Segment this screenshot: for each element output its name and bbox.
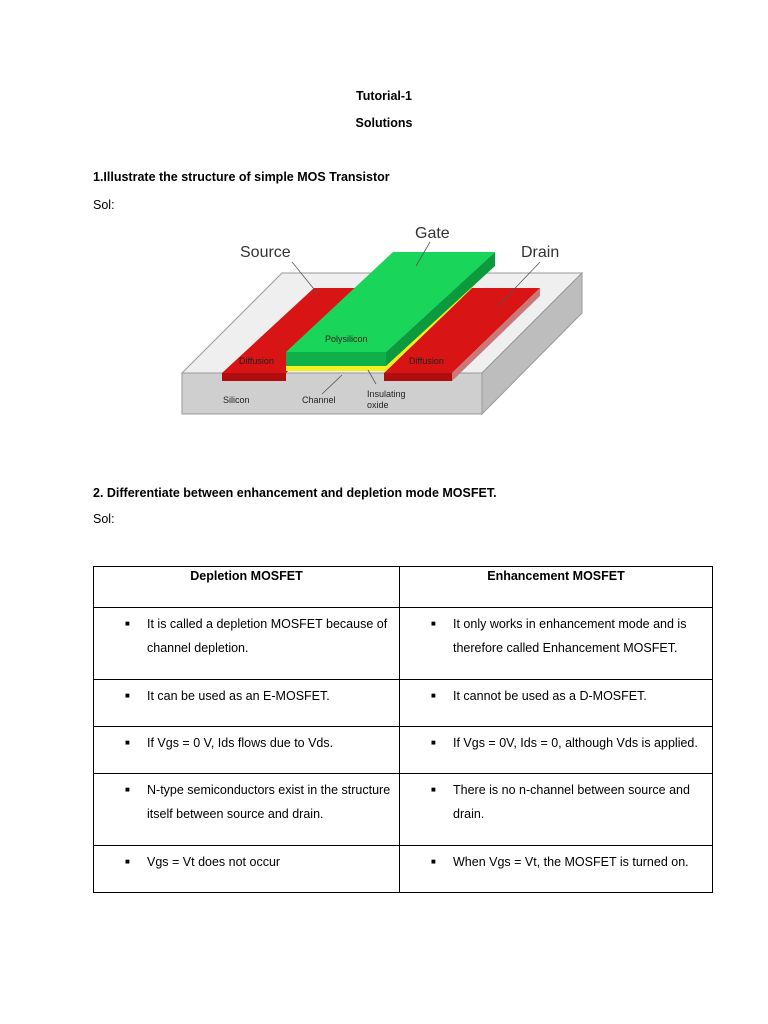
cell-text: N-type semiconductors exist in the structure itself between source and drain.	[147, 783, 391, 821]
bullet-icon: ■	[125, 738, 130, 747]
table-row	[94, 846, 713, 893]
table-cell	[94, 680, 400, 727]
oxide-label-line1: Insulating	[367, 389, 406, 399]
table-header-row	[94, 567, 713, 608]
table-cell	[94, 774, 400, 846]
diffusion-right-label: Diffusion	[409, 356, 444, 366]
cell-text: When Vgs = Vt, the MOSFET is turned on.	[453, 855, 689, 869]
drain-diffusion-front	[384, 373, 452, 381]
bullet-icon: ■	[431, 738, 436, 747]
table-row	[94, 727, 713, 774]
bullet-icon: ■	[125, 857, 130, 866]
drain-label: Drain	[521, 244, 560, 261]
table-row	[94, 774, 713, 846]
source-label: Source	[240, 244, 291, 261]
table-cell	[94, 727, 400, 774]
cell-text: If Vgs = 0 V, Ids flows due to Vds.	[147, 736, 334, 750]
table-row	[94, 680, 713, 727]
source-diffusion-front	[222, 373, 286, 381]
question-1-sol-label: Sol:	[93, 198, 115, 212]
cell-text: It is called a depletion MOSFET because of channel depletion.	[147, 617, 388, 655]
table-cell	[94, 846, 400, 893]
question-2: 2. Differentiate between enhancement and depletion mode MOSFET.	[93, 486, 497, 500]
gate-front	[286, 352, 386, 366]
cell-text: It only works in enhancement mode and is therefore called Enhancement MOSFET.	[453, 617, 687, 655]
table-cell	[400, 774, 713, 846]
table-row	[94, 608, 713, 680]
gate-label: Gate	[415, 225, 450, 242]
bullet-icon: ■	[125, 691, 130, 700]
header-enhancement: Enhancement MOSFET	[400, 567, 713, 608]
cell-text: Vgs = Vt does not occur	[147, 855, 281, 869]
table-cell	[400, 608, 713, 680]
bullet-icon: ■	[125, 619, 130, 628]
oxide-label-line2: oxide	[367, 400, 389, 410]
bullet-icon: ■	[431, 785, 436, 794]
comparison-table	[93, 566, 713, 893]
question-2-sol-label: Sol:	[93, 512, 115, 526]
header-depletion: Depletion MOSFET	[94, 567, 400, 608]
table-cell	[94, 608, 400, 680]
silicon-label: Silicon	[223, 395, 250, 405]
bullet-icon: ■	[125, 785, 130, 794]
cell-text: It cannot be used as a D-MOSFET.	[453, 689, 647, 703]
cell-text: It can be used as an E-MOSFET.	[147, 689, 330, 703]
question-1: 1.Illustrate the structure of simple MOS Transistor	[93, 170, 390, 184]
oxide-layer-front	[286, 366, 386, 371]
table-cell	[400, 680, 713, 727]
table-cell	[400, 727, 713, 774]
document-subtitle: Solutions	[355, 116, 413, 130]
bullet-icon: ■	[431, 857, 436, 866]
channel-label: Channel	[302, 395, 336, 405]
mos-transistor-diagram	[180, 218, 585, 418]
cell-text: There is no n-channel between source and drain.	[453, 783, 690, 821]
bullet-icon: ■	[431, 691, 436, 700]
table-cell	[400, 846, 713, 893]
bullet-icon: ■	[431, 619, 436, 628]
polysilicon-label: Polysilicon	[325, 334, 368, 344]
cell-text: If Vgs = 0V, Ids = 0, although Vds is applied.	[453, 736, 698, 750]
document-title: Tutorial-1	[355, 89, 413, 103]
diffusion-left-label: Diffusion	[239, 356, 274, 366]
